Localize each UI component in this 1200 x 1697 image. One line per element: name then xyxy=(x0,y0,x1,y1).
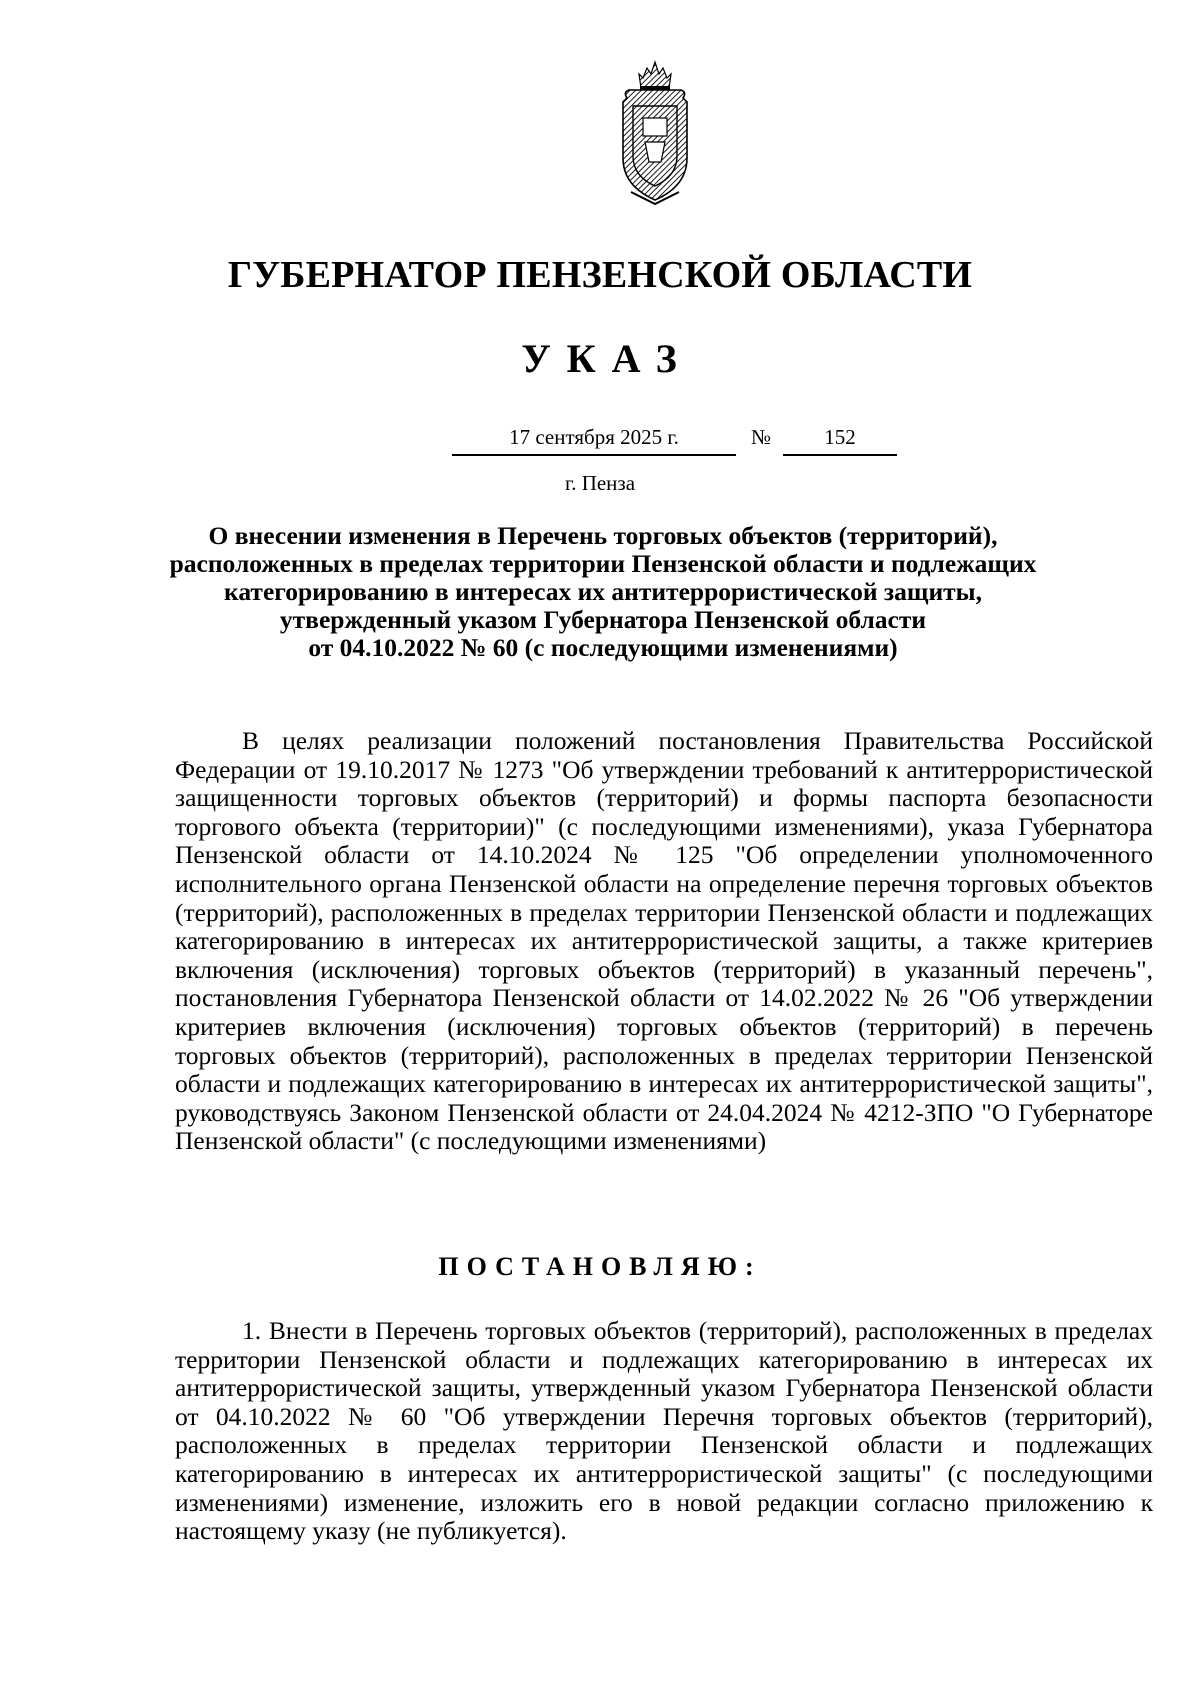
issue-city: г. Пенза xyxy=(564,471,636,495)
preamble-paragraph: В целях реализации положений постановления Правительства Российской Федерации от 19.10.2017 № 1273 "Об утверждении требований к антитеррористической защищенности торговых объектов (территорий) и формы паспорта безопасности торгового объекта (территории)" (с последующими изменениями), указа Губернатора Пензенской области от 14.10.2024 № 125 "Об определении уполномоченного исполнительного органа Пензенской области на определение перечня торговых объектов (территорий), расположенных в пределах территории Пензенской области и подлежащих категорированию в интересах их антитеррористической защиты, а также критериев включения (исключения) торговых объектов (территорий) в указанный перечень", постановления Губернатора Пензенской области от 14.02.2022 № 26 "Об утверждении критериев включения (исключения) торговых объектов (территорий) в перечень торговых объектов (территорий), расположенных в пределах территории Пензенской области и подлежащих категорированию в интересах их антитеррористической защиты", руководствуясь Законом Пензенской области от 24.04.2024 № 4212-ЗПО "О Губернаторе Пензенской области" (с последующими изменениями) xyxy=(175,726,1153,1156)
title-line: от 04.10.2022 № 60 (с последующими изменениями) xyxy=(308,633,898,662)
document-type: УКАЗ xyxy=(521,336,693,381)
coat-of-arms-icon xyxy=(605,58,705,208)
title-line: расположенных в пределах территории Пензенской области и подлежащих xyxy=(169,549,1037,578)
order-item-1: 1. Внести в Перечень торговых объектов (территорий), расположенных в пределах территории Пензенской области и подлежащих категорированию в интересах их антитеррористической защиты, утвержденный указом Губернатора Пензенской области от 04.10.2022 № 60 "Об утверждении Перечня торговых объектов (территорий), расположенных в пределах территории Пензенской области и подлежащих категорированию в интересах их антитеррористической защиты" (с последующими изменениями) изменение, изложить его в новой редакции согласно приложению к настоящему указу (не публикуется). xyxy=(175,1316,1153,1546)
document-number: 152 xyxy=(783,424,897,456)
title-line: утвержденный указом Губернатора Пензенской области xyxy=(279,605,927,634)
document-title xyxy=(168,522,1038,662)
title-line: О внесении изменения в Перечень торговых объектов (территорий), xyxy=(208,521,998,550)
order-heading: ПОСТАНОВЛЯЮ: xyxy=(438,1252,762,1281)
title-line: категорированию в интересах их антитеррористической защиты, xyxy=(224,577,982,606)
number-sign: № xyxy=(750,425,772,449)
issuing-authority: ГУБЕРНАТОР ПЕНЗЕНСКОЙ ОБЛАСТИ xyxy=(227,254,973,296)
document-date: 17 сентября 2025 г. xyxy=(452,424,736,456)
